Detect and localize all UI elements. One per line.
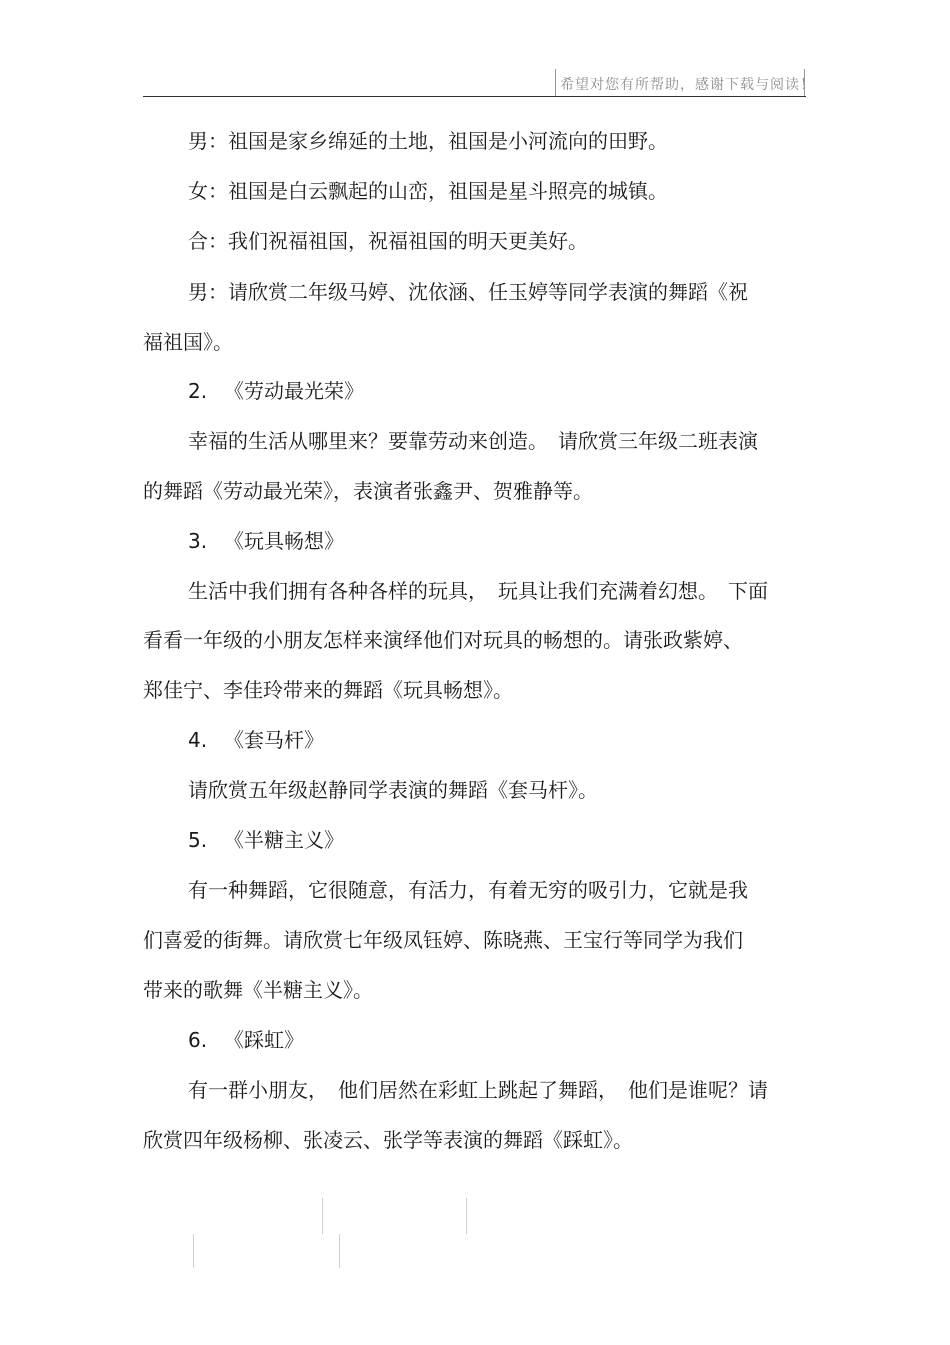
scan-artifact-line (466, 1198, 467, 1234)
scan-artifact-line (193, 1234, 194, 1268)
section-title: 《玩具畅想》 (224, 529, 344, 553)
paragraph-line: 合：我们祝福祖国，祝福祖国的明天更美好。 (188, 229, 588, 253)
section-number: 3. (188, 529, 208, 553)
paragraph-line: 带来的歌舞《半糖主义》。 (143, 978, 373, 1002)
paragraph-line: 有一种舞蹈，它很随意，有活力，有着无穷的吸引力，它就是我 (188, 878, 748, 902)
section-heading (188, 727, 324, 753)
section-heading (188, 1027, 304, 1053)
paragraph-line: 男：祖国是家乡绵延的土地，祖国是小河流向的田野。 (188, 129, 668, 153)
paragraph-line: 男：请欣赏二年级马婷、沈依涵、任玉婷等同学表演的舞蹈《祝 (188, 280, 748, 304)
section-heading (188, 827, 344, 853)
section-heading (188, 528, 344, 554)
section-number: 6. (188, 1028, 208, 1052)
paragraph-line: 的舞蹈《劳动最光荣》，表演者张鑫尹、贺雅静等。 (143, 479, 593, 503)
section-number: 5. (188, 828, 208, 852)
paragraph-line: 郑佳宁、李佳玲带来的舞蹈《玩具畅想》。 (143, 678, 513, 702)
paragraph-line: 看看一年级的小朋友怎样来演绎他们对玩具的畅想的。请张政紫婷、 (143, 628, 743, 652)
paragraph-line: 女：祖国是白云飘起的山峦，祖国是星斗照亮的城镇。 (188, 179, 668, 203)
header-rule (143, 96, 806, 97)
section-title: 《踩虹》 (224, 1028, 304, 1052)
section-title: 《套马杆》 (224, 728, 324, 752)
section-number: 4. (188, 728, 208, 752)
paragraph-line: 们喜爱的街舞。请欣赏七年级凤钰婷、陈晓燕、王宝行等同学为我们 (143, 928, 743, 952)
section-title: 《半糖主义》 (224, 828, 344, 852)
header-banner-text: 希望对您有所帮助，感谢下载与阅读！ (560, 77, 815, 93)
scan-artifact-line (322, 1198, 323, 1234)
paragraph-line: 幸福的生活从哪里来？要靠劳动来创造。 请欣赏三年级二班表演 (188, 429, 758, 453)
section-title: 《劳动最光荣》 (224, 379, 364, 403)
paragraph-line: 生活中我们拥有各种各样的玩具， 玩具让我们充满着幻想。 下面 (188, 579, 768, 603)
section-number: 2. (188, 379, 208, 403)
paragraph-line: 请欣赏五年级赵静同学表演的舞蹈《套马杆》。 (188, 778, 598, 802)
paragraph-line: 有一群小朋友， 他们居然在彩虹上跳起了舞蹈， 他们是谁呢？请 (188, 1078, 768, 1102)
paragraph-line: 福祖国》。 (143, 330, 233, 354)
scan-artifact-line (339, 1234, 340, 1268)
section-heading (188, 378, 364, 404)
paragraph-line: 欣赏四年级杨柳、张凌云、张学等表演的舞蹈《踩虹》。 (143, 1128, 633, 1152)
